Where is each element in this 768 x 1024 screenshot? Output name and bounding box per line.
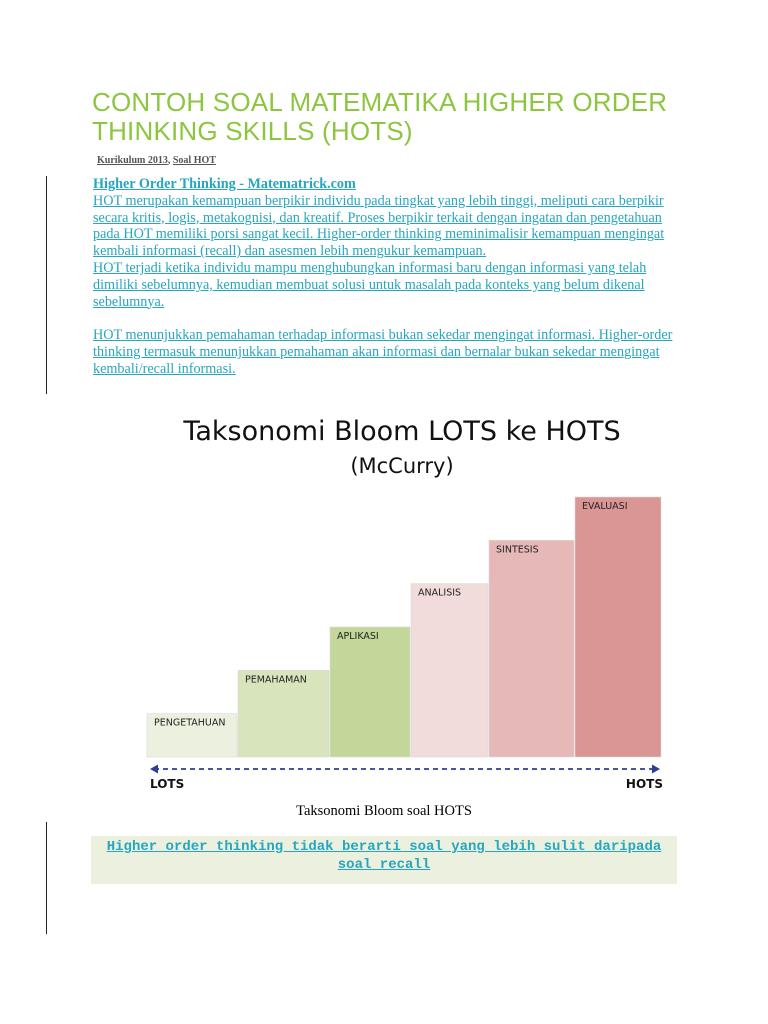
intro-section (93, 176, 673, 378)
figure-caption: Taksonomi Bloom soal HOTS (296, 803, 472, 819)
bar-aplikasi (330, 627, 410, 757)
bloom-chart (140, 405, 670, 795)
arrow-head-left-icon (150, 765, 158, 774)
intro-paragraph-2[interactable]: HOT terjadi ketika individu mampu menghubungkan informasi baru dengan informasi yang telah dimiliki sebelumnya, kemudian membuat solusi untuk masalah pada konteks yang belum dikenal sebelumnya. (93, 259, 647, 310)
tag-link-kurikulum[interactable]: Kurikulum 2013 (97, 155, 168, 166)
bloom-taxonomy-figure (140, 405, 670, 795)
paragraph-gap (93, 310, 673, 327)
bar-label-sintesis: SINTESIS (496, 544, 539, 556)
intro-paragraph-3[interactable]: HOT menunjukkan pemahaman terhadap informasi bukan sekedar mengingat informasi. Higher-order thinking termasuk menunjukkan pemahaman akan informasi dan bernalar bukan sekedar mengingat kembali/recall informasi. (93, 327, 673, 377)
bar-label-analisis: ANALISIS (418, 587, 462, 599)
bar-label-aplikasi: APLIKASI (337, 631, 379, 642)
hots-label: HOTS (625, 777, 663, 791)
left-margin-line-top (46, 176, 47, 394)
bar-label-pengetahuan: PENGETAHUAN (154, 717, 226, 729)
bar-sintesis (489, 540, 574, 757)
highlight-callout (91, 836, 677, 884)
lots-label: LOTS (150, 777, 185, 791)
page-title: CONTOH SOAL MATEMATIKA HIGHER ORDER THINKING SKILLS (HOTS) (92, 87, 668, 146)
tag-separator: , (167, 155, 173, 166)
bar-evaluasi (575, 497, 661, 757)
callout-link[interactable]: Higher order thinking tidak berarti soal yang lebih sulit daripada soal recall (106, 839, 662, 873)
lots-to-hots-arrow (150, 765, 660, 774)
chart-bars (147, 497, 661, 757)
intro-heading-link[interactable]: Higher Order Thinking - Matematrick.com (93, 176, 356, 192)
arrow-head-right-icon (652, 765, 660, 774)
bar-label-evaluasi: EVALUASI (582, 501, 628, 512)
left-margin-line-bottom (46, 822, 47, 934)
chart-subtitle: (McCurry) (350, 454, 454, 478)
intro-paragraph-1[interactable]: HOT merupakan kemampuan berpikir individu pada tingkat yang lebih tinggi, meliputi cara berpikir secara kritis, logis, metakognisi, dan kreatif. Proses berpikir terkait dengan ingatan dan pengetahuan pada HOT memiliki porsi sangat kecil. Higher-order thinking meminimalisir kemampuan mengingat kembali informasi (recall) dan asesmen lebih mengukur kemampuan. (93, 192, 665, 260)
bar-label-pemahaman: PEMAHAMAN (245, 674, 307, 686)
chart-title: Taksonomi Bloom LOTS ke HOTS (183, 416, 621, 447)
post-tags (97, 155, 216, 166)
bar-analisis (411, 584, 488, 757)
tag-link-soal-hot[interactable]: Soal HOT (172, 155, 216, 166)
